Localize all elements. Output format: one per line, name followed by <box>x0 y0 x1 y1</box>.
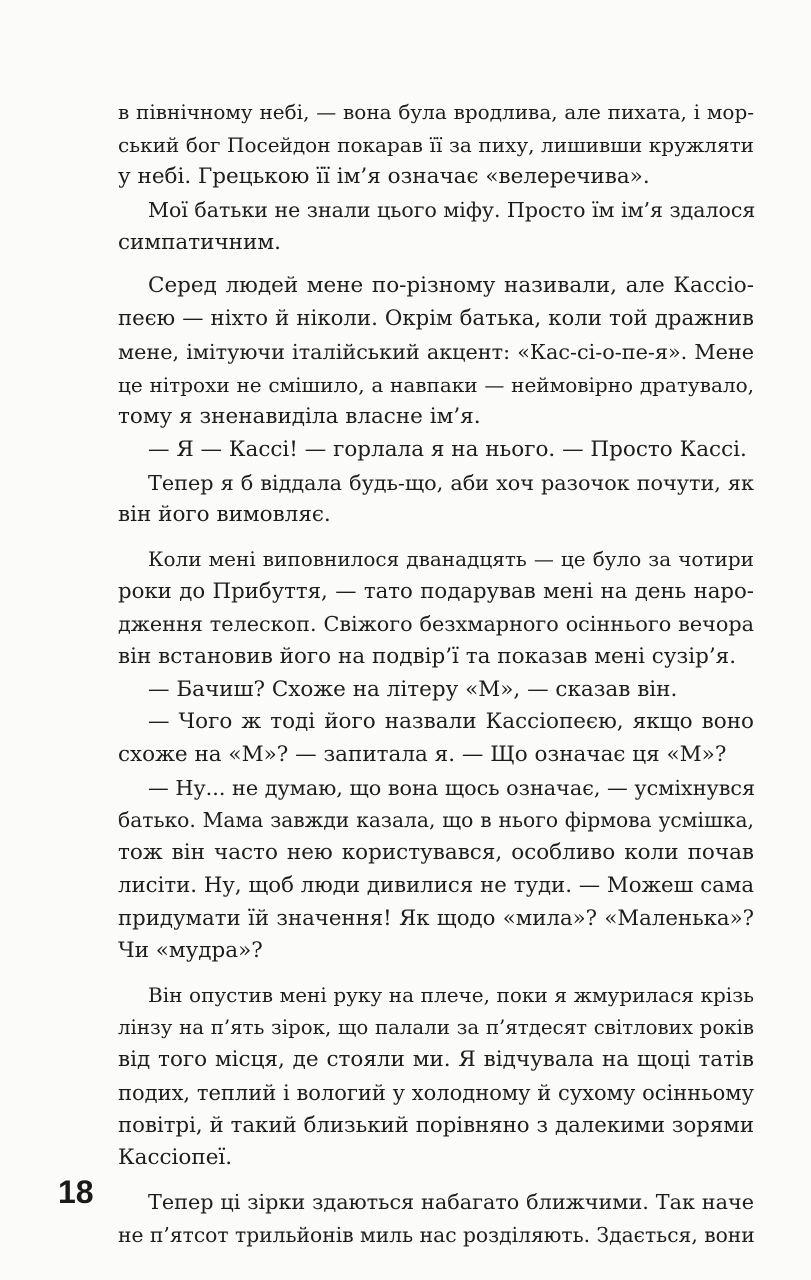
text-line: не п’ятсот трильйонів миль нас розділяють. Здається, вони <box>118 1222 755 1247</box>
text-line: тому я зненавиділа власне ім’я. <box>118 404 481 430</box>
text-line: у небі. Грецькою її ім’я означає «велеречива». <box>118 164 650 190</box>
text-line: роки до Прибуття, — тато подарував мені на день наро- <box>118 578 754 604</box>
text-line: тож він часто нею користувався, особливо коли почав <box>118 840 754 866</box>
text-line: ський бог Посейдон покарав її за пиху, лишивши кружляти <box>118 132 754 157</box>
text-line: він встановив його на подвір’ї та показав мені сузір’я. <box>118 644 737 669</box>
text-line: — Ну... не думаю, що вона щось означає, — усміхнувся <box>148 775 756 800</box>
paragraph <box>118 467 754 532</box>
text-line: придумати їй значення! Як щодо «мила»? «Маленька»? <box>118 905 754 931</box>
text-line: подих, теплий і вологий у холодному й сухому осінньому <box>118 1080 754 1105</box>
text-line: схоже на «М»? — запитала я. — Що означає ця «М»? <box>118 742 727 768</box>
paragraph <box>118 1186 754 1251</box>
paragraph <box>118 706 754 771</box>
text-line: батько. Мама завжди казала, що в нього фірмова усмішка, <box>118 808 754 833</box>
paragraph <box>118 434 754 467</box>
text-line: дження телескоп. Свіжого безхмарного осіннього вечора <box>118 612 754 637</box>
text-line: лисіти. Ну, щоб люди дивилися не туди. — Можеш сама <box>118 872 754 898</box>
paragraph <box>118 543 754 674</box>
text-line: мене, імітуючи італійський акцент: «Кас-сі-о-пе-я». Мене <box>118 339 754 364</box>
paragraph <box>118 194 754 259</box>
text-line: Тепер ці зірки здаються набагато ближчими. Так наче <box>148 1190 754 1214</box>
paragraph <box>118 674 754 707</box>
text-line: Кассіопеї. <box>118 1145 233 1171</box>
page-body-text <box>118 96 754 1251</box>
text-line: пеєю — ніхто й ніколи. Окрім батька, коли той дражнив <box>118 306 754 332</box>
text-line: Коли мені виповнилося дванадцять — це було за чотири <box>148 546 754 571</box>
page-number: 18 <box>58 1174 94 1210</box>
text-line: це нітрохи не смішило, а навпаки — неймовірно дратувало, <box>118 372 754 397</box>
text-line: — Чого ж тоді його назвали Кассіопеєю, якщо воно <box>148 709 754 735</box>
text-line: симпатичним. <box>118 229 281 255</box>
text-line: Чи «мудра»? <box>118 938 263 964</box>
text-line: в північному небі, — вона була вродлива, але пихата, і мор- <box>118 100 754 124</box>
text-line: від того місця, де стояли ми. Я відчувала на щоці татів <box>118 1047 754 1073</box>
text-line: Він опустив мені руку на плече, поки я жмурилася крізь <box>148 982 754 1007</box>
text-line: лінзу на п’ять зірок, що палали за п’ятдесят світлових років <box>118 1015 754 1039</box>
paragraph <box>118 96 754 194</box>
paragraph <box>118 270 754 433</box>
text-line: Мої батьки не знали цього міфу. Просто їм ім’я здалося <box>148 198 756 223</box>
text-line: — Бачиш? Схоже на літеру «М», — сказав він. <box>148 676 678 702</box>
text-line: Тепер я б віддала будь-що, аби хоч разочок почути, як <box>148 470 754 495</box>
text-line: — Я — Кассі! — горлала я на нього. — Просто Кассі. <box>148 436 747 462</box>
text-line: повітрі, й такий близький порівняно з далекими зорями <box>118 1112 754 1138</box>
text-line: Серед людей мене по-різному називали, але Кассіо- <box>148 273 754 299</box>
paragraph <box>118 979 754 1175</box>
text-line: він його вимовляє. <box>118 502 331 528</box>
paragraph <box>118 772 754 968</box>
